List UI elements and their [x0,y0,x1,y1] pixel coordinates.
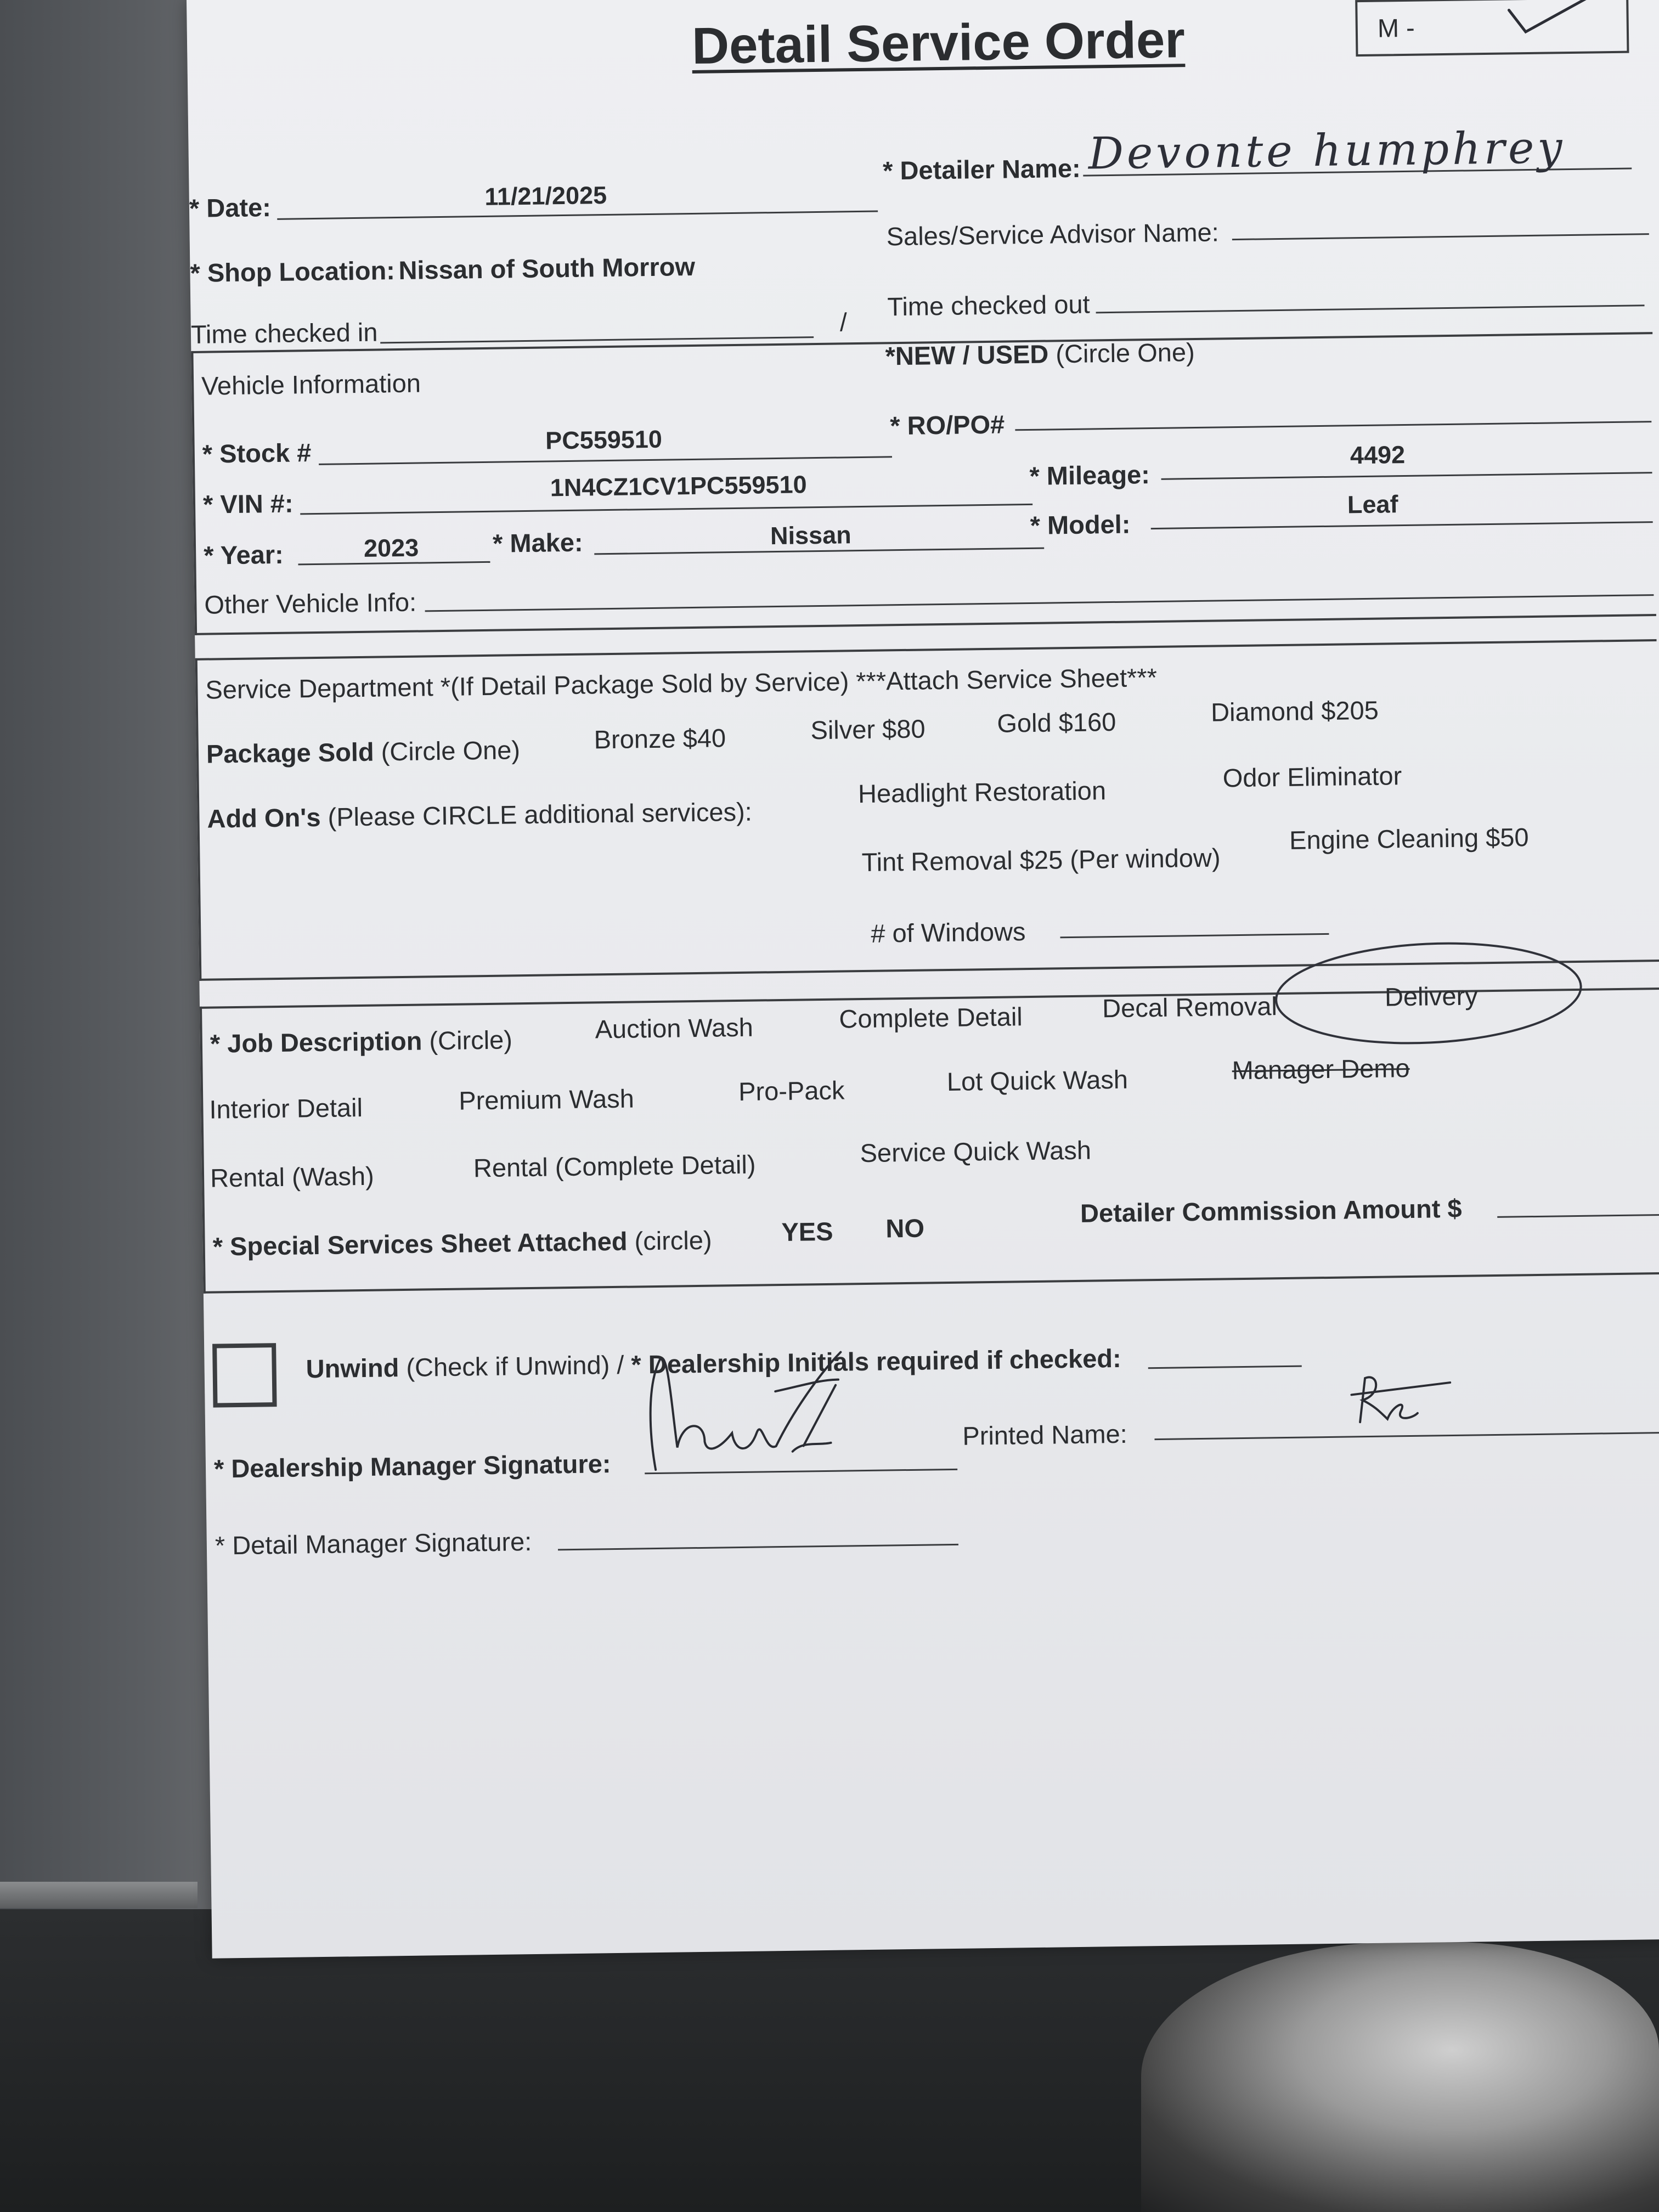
vehicle-info-label: Vehicle Information [201,368,421,400]
special-yes[interactable]: YES [781,1216,833,1246]
add-ons-label: Add On's (Please CIRCLE additional services): [207,797,753,833]
model-value: Leaf [1347,490,1398,519]
unwind-checkbox[interactable] [212,1343,277,1408]
addon-headlight-restoration[interactable]: Headlight Restoration [857,776,1107,809]
job-description-label: * Job Description (Circle) [210,1025,513,1058]
slash: / [839,307,848,337]
checkmark-icon [1503,0,1602,38]
year-label: * Year: [203,539,284,570]
form-title: Detail Service Order [691,10,1186,75]
advisor-name-label: Sales/Service Advisor Name: [886,217,1220,251]
delivery-circle-mark [1266,931,1585,1051]
addon-odor-eliminator[interactable]: Odor Eliminator [1222,761,1402,793]
commission-label: Detailer Commission Amount $ [1080,1193,1462,1228]
package-sold-label: Package Sold (Circle One) [206,735,521,769]
time-out-label: Time checked out [887,289,1090,321]
cloth [1141,1942,1659,2212]
job-complete-detail[interactable]: Complete Detail [839,1002,1023,1034]
printed-name-label: Printed Name: [962,1419,1128,1451]
model-label: * Model: [1030,509,1131,540]
job-service-quick-wash[interactable]: Service Quick Wash [860,1135,1092,1168]
m-box-label: M - [1377,13,1415,43]
job-rental-wash[interactable]: Rental (Wash) [210,1161,375,1193]
job-auction-wash[interactable]: Auction Wash [595,1012,754,1044]
new-used-label: *NEW / USED (Circle One) [885,337,1195,371]
job-premium-wash[interactable]: Premium Wash [458,1084,635,1115]
stock-label: * Stock # [202,438,312,469]
detailer-name-handwritten: Devonte humphrey [1088,122,1566,179]
special-services-label: * Special Services Sheet Attached (circle) [212,1225,712,1261]
mileage-value: 4492 [1350,441,1406,470]
dealership-manager-signature [637,1335,881,1481]
year-value: 2023 [363,533,419,562]
mileage-label: * Mileage: [1029,460,1150,490]
special-no[interactable]: NO [885,1213,925,1243]
ro-po-label: * RO/PO# [889,409,1005,441]
job-interior-detail[interactable]: Interior Detail [209,1092,363,1124]
job-pro-pack[interactable]: Pro-Pack [738,1075,845,1106]
stock-value: PC559510 [545,425,663,455]
job-lot-quick-wash[interactable]: Lot Quick Wash [946,1064,1128,1097]
package-silver[interactable]: Silver $80 [810,714,926,745]
other-info-label: Other Vehicle Info: [204,587,417,619]
addon-engine-cleaning[interactable]: Engine Cleaning $50 [1289,822,1529,855]
addon-tint-removal[interactable]: Tint Removal $25 (Per window) [861,843,1221,877]
service-header: Service Department *(If Detail Package Sold by Service) ***Attach Service Sheet*** [205,662,1158,704]
package-gold[interactable]: Gold $160 [997,707,1116,738]
unwind-label: Unwind (Check if Unwind) / * Dealership Initials required if checked: [306,1343,1122,1384]
detailer-name-label: * Detailer Name: [882,153,1081,185]
metal-rail [0,1882,198,1908]
vin-label: * VIN #: [202,488,294,519]
package-diamond[interactable]: Diamond $205 [1210,695,1379,727]
job-decal-removal[interactable]: Decal Removal [1102,991,1278,1023]
package-bronze[interactable]: Bronze $40 [594,723,726,754]
vin-value: 1N4CZ1CV1PC559510 [550,470,807,502]
dealership-manager-signature-label: * Dealership Manager Signature: [213,1449,611,1483]
date-label: * Date: [189,193,272,223]
shop-location-value: Nissan of South Morrow [398,251,696,285]
job-delivery[interactable]: Delivery [1384,981,1479,1012]
make-value: Nissan [770,521,851,550]
job-rental-complete-detail[interactable]: Rental (Complete Detail) [473,1149,756,1183]
windows-count-label: # of Windows [871,917,1026,948]
service-order-form [187,0,1659,1959]
detail-manager-signature-label: * Detail Manager Signature: [215,1527,532,1560]
shop-location-label: * Shop Location: [190,256,396,287]
printed-name-initials [1340,1366,1462,1428]
date-value: 11/21/2025 [484,181,607,211]
make-label: * Make: [492,527,583,558]
time-in-label: Time checked in [190,317,378,349]
job-manager-demo[interactable]: Manager Demo [1232,1053,1410,1085]
